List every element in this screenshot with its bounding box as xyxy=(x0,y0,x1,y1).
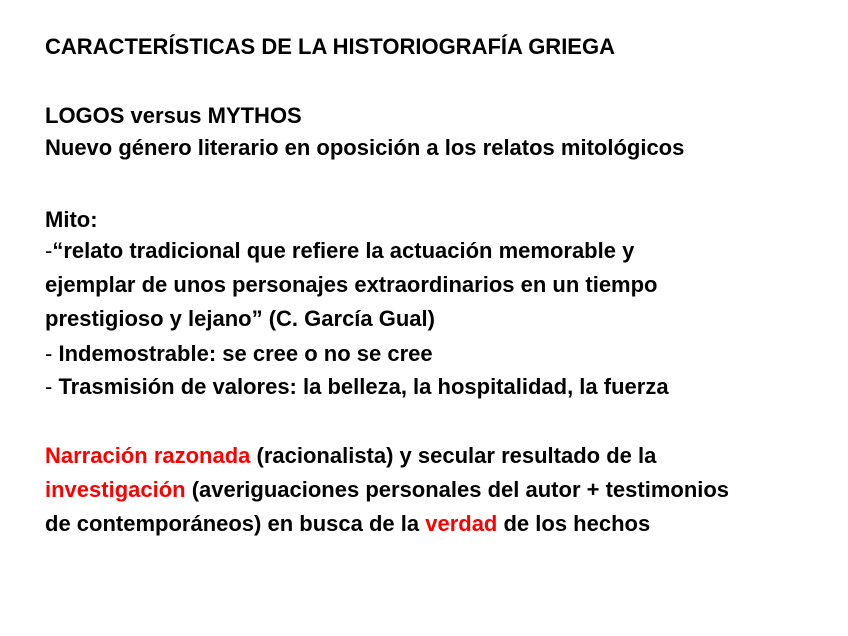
narration-text: (racionalista) y secular resultado de la xyxy=(250,443,657,468)
quote-dash: - xyxy=(45,238,53,263)
myth-quote-line-2: ejemplar de unos personajes extraordinarios en un tiempo xyxy=(45,272,658,297)
bullet-indemostrable xyxy=(45,340,433,368)
narration-text: de contemporáneos) en busca de la xyxy=(45,511,426,536)
highlight-investigacion: investigación xyxy=(45,477,186,502)
myth-heading: Mito: xyxy=(45,207,98,232)
bullet-valores xyxy=(45,373,669,401)
narration-text: de los hechos xyxy=(497,511,651,536)
quote-text-1: “relato tradicional que refiere la actuación memorable y xyxy=(52,238,635,263)
narration-line-2 xyxy=(45,476,729,504)
myth-quote-line-3: prestigioso y lejano” (C. García Gual) xyxy=(45,306,435,331)
narration-line-1 xyxy=(45,442,656,470)
bullet-text: Trasmisión de valores: la belleza, la hospitalidad, la fuerza xyxy=(58,374,669,399)
bullet-dash: - xyxy=(45,374,59,399)
highlight-narracion-razonada: Narración razonada xyxy=(45,443,251,468)
logos-mythos-heading: LOGOS versus MYTHOS xyxy=(45,103,302,128)
bullet-text: Indemostrable: se cree o no se cree xyxy=(58,341,433,366)
new-genre-subheading: Nuevo género literario en oposición a los relatos mitológicos xyxy=(45,135,685,160)
bullet-dash: - xyxy=(45,341,59,366)
narration-text: (averiguaciones personales del autor + testimonios xyxy=(185,477,730,502)
myth-quote-line-1 xyxy=(45,237,634,265)
slide-title: CARACTERÍSTICAS DE LA HISTORIOGRAFÍA GRIEGA xyxy=(45,34,615,59)
narration-line-3 xyxy=(45,510,650,538)
highlight-verdad: verdad xyxy=(425,511,498,536)
